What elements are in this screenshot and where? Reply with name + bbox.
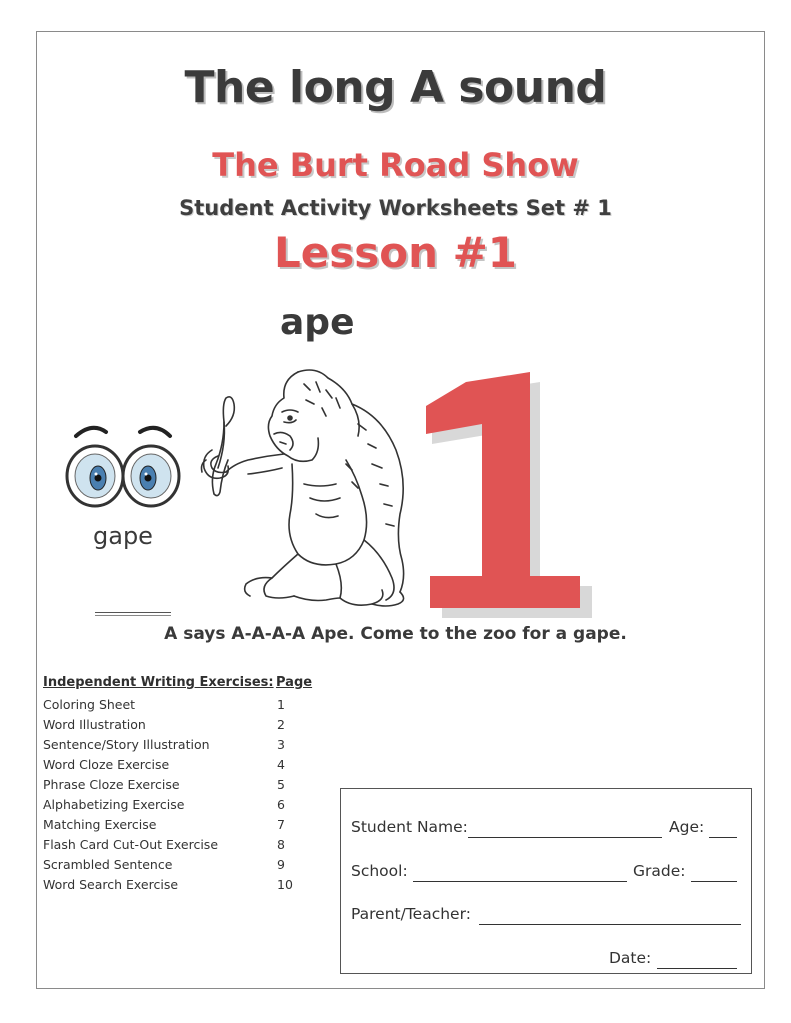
exercise-item — [43, 835, 303, 855]
number-one-graphic — [424, 372, 604, 622]
worksheet-set-name: Student Activity Worksheets Set # 1 — [179, 196, 612, 220]
exercise-name: Word Cloze Exercise — [43, 757, 170, 772]
exercise-name: Phrase Cloze Exercise — [43, 777, 180, 792]
school-label: School: — [351, 862, 408, 880]
caption-sentence: A says A-A-A-A Ape. Come to the zoo for a gape. — [164, 624, 627, 644]
parent-teacher-field[interactable] — [479, 924, 741, 925]
exercise-name: Sentence/Story Illustration — [43, 737, 210, 752]
exercise-page: 10 — [277, 877, 293, 892]
gape-word: gape — [93, 522, 153, 550]
date-field[interactable] — [657, 968, 737, 969]
exercise-page: 8 — [277, 837, 285, 852]
answer-line — [95, 615, 171, 616]
date-label: Date: — [609, 949, 652, 967]
answer-line — [95, 612, 171, 613]
exercise-item — [43, 795, 303, 815]
school-field[interactable] — [413, 881, 627, 882]
exercise-page: 9 — [277, 857, 285, 872]
student-name-label: Student Name: — [351, 818, 468, 836]
student-info-box — [340, 788, 752, 974]
ape-word: ape — [280, 302, 355, 343]
exercise-name: Scrambled Sentence — [43, 857, 173, 872]
exercise-name: Word Search Exercise — [43, 877, 179, 892]
exercise-list — [43, 695, 303, 895]
parent-teacher-label: Parent/Teacher: — [351, 905, 471, 923]
exercise-item — [43, 775, 303, 795]
exercise-item — [43, 875, 303, 895]
ape-illustration — [186, 364, 430, 614]
page-title: The long A sound — [184, 62, 607, 113]
exercise-name: Coloring Sheet — [43, 697, 136, 712]
exercise-page: 1 — [277, 697, 285, 712]
exercise-item — [43, 755, 303, 775]
exercise-name: Matching Exercise — [43, 817, 157, 832]
page-column-header: Page — [276, 675, 313, 690]
exercises-header: Independent Writing Exercises: — [43, 675, 274, 690]
age-label: Age: — [669, 818, 705, 836]
exercise-item — [43, 735, 303, 755]
exercise-item — [43, 695, 303, 715]
grade-field[interactable] — [691, 881, 737, 882]
grade-label: Grade: — [633, 862, 686, 880]
exercise-name: Alphabetizing Exercise — [43, 797, 185, 812]
show-name: The Burt Road Show — [212, 146, 579, 184]
exercise-page: 7 — [277, 817, 285, 832]
exercise-name: Flash Card Cut-Out Exercise — [43, 837, 219, 852]
exercise-item — [43, 855, 303, 875]
exercise-page: 2 — [277, 717, 285, 732]
exercise-name: Word Illustration — [43, 717, 146, 732]
student-name-field[interactable] — [468, 837, 662, 838]
exercise-page: 5 — [277, 777, 285, 792]
googly-eyes-icon — [62, 418, 184, 518]
lesson-title: Lesson #1 — [273, 228, 518, 277]
exercise-page: 6 — [277, 797, 285, 812]
age-field[interactable] — [709, 837, 737, 838]
exercise-item — [43, 815, 303, 835]
exercise-page: 3 — [277, 737, 285, 752]
exercise-page: 4 — [277, 757, 285, 772]
exercise-item — [43, 715, 303, 735]
